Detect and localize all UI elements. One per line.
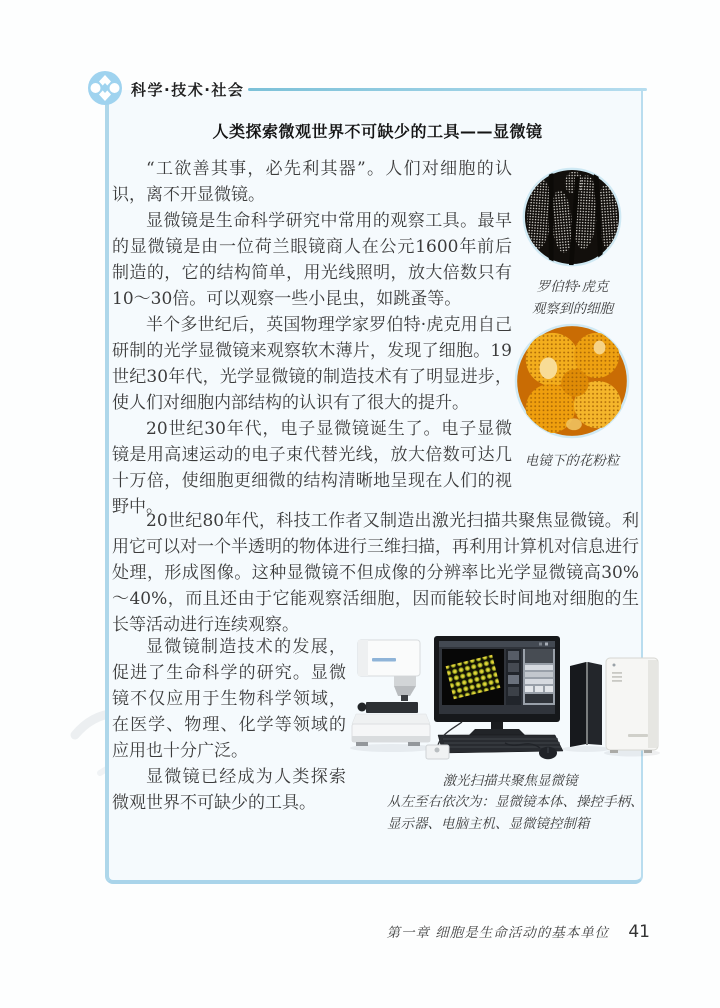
confocal-workstation-image xyxy=(342,632,664,766)
text-block-fullwidth xyxy=(112,508,639,638)
paragraph-1: “工欲善其事，必先利其器”。人们对细胞的认识，离不开显微镜。 xyxy=(112,159,512,205)
paragraph-5: 20世纪80年代，科技工作者又制造出激光扫描共聚焦显微镜。利用它可以对一个半透明的物体进行三维扫描，再利用计算机对信息进行处理，形成图像。这种显微镜不但成像的分辨率比光学显微镜高30%～40%，而且还由于它能观察活细胞，因而能较长时间地对细胞的生长等活动进行连续观察。 xyxy=(112,511,639,635)
hooke-caption-line2: 观察到的细胞 xyxy=(532,301,613,317)
pollen-image xyxy=(513,322,631,440)
page-footer xyxy=(300,921,650,942)
hooke-cells-image xyxy=(521,166,623,268)
paragraph-6: 显微镜制造技术的发展，促进了生命科学的研究。显微镜不仅应用于生物科学领域，在医学、物理、化学等领域的应用也十分广泛。 xyxy=(112,637,346,761)
chapter-title: 第一章 细胞是生命活动的基本单位 xyxy=(386,925,610,941)
confocal-caption-desc xyxy=(387,791,687,835)
microscope-body xyxy=(352,640,430,746)
section-emblem-icon xyxy=(87,70,123,106)
confocal-caption-title: 激光扫描共聚焦显微镜 xyxy=(442,773,578,789)
article-title: 人类探索微观世界不可缺少的工具——显微镜 xyxy=(212,122,543,141)
pollen-caption: 电镜下的花粉粒 xyxy=(524,453,620,469)
section-label: 科学·技术·社会 xyxy=(131,81,245,99)
confocal-caption-desc-line2: 显示器、电脑主机、显微镜控制箱 xyxy=(387,816,590,832)
monitor xyxy=(434,636,560,735)
paragraph-3: 半个多世纪后，英国物理学家罗伯特·虎克用自己研制的光学显微镜来观察软木薄片，发现了细胞。19世纪30年代，光学显微镜的制造技术有了明显进步，使人们对细胞内部结构的认识有了很大的提升。 xyxy=(112,315,512,413)
hooke-caption xyxy=(500,276,645,320)
page-number: 41 xyxy=(628,922,650,942)
header-rule-line xyxy=(248,88,647,91)
control-box xyxy=(606,658,658,753)
hooke-caption-line1: 罗伯特·虎克 xyxy=(536,279,609,295)
text-column-lower xyxy=(112,634,346,816)
confocal-caption-desc-line1: 从左至右依次为：显微镜本体、操控手柄、 xyxy=(387,794,644,810)
text-column-upper xyxy=(112,156,512,520)
paragraph-2: 显微镜是生命科学研究中常用的观察工具。最早的显微镜是由一位荷兰眼镜商人在公元1600年前后制造的，它的结构简单，用光线照明，放大倍数只有10～30倍。可以观察一些小昆虫，如跳蚤等。 xyxy=(112,211,512,309)
computer-tower xyxy=(570,662,602,747)
paragraph-4: 20世纪30年代，电子显微镜诞生了。电子显微镜是用高速运动的电子束代替光线，放大倍数可达几十万倍，使细胞更细微的结构清晰地呈现在人们的视野中。 xyxy=(112,419,512,517)
paragraph-7: 显微镜已经成为人类探索微观世界不可缺少的工具。 xyxy=(112,767,346,813)
